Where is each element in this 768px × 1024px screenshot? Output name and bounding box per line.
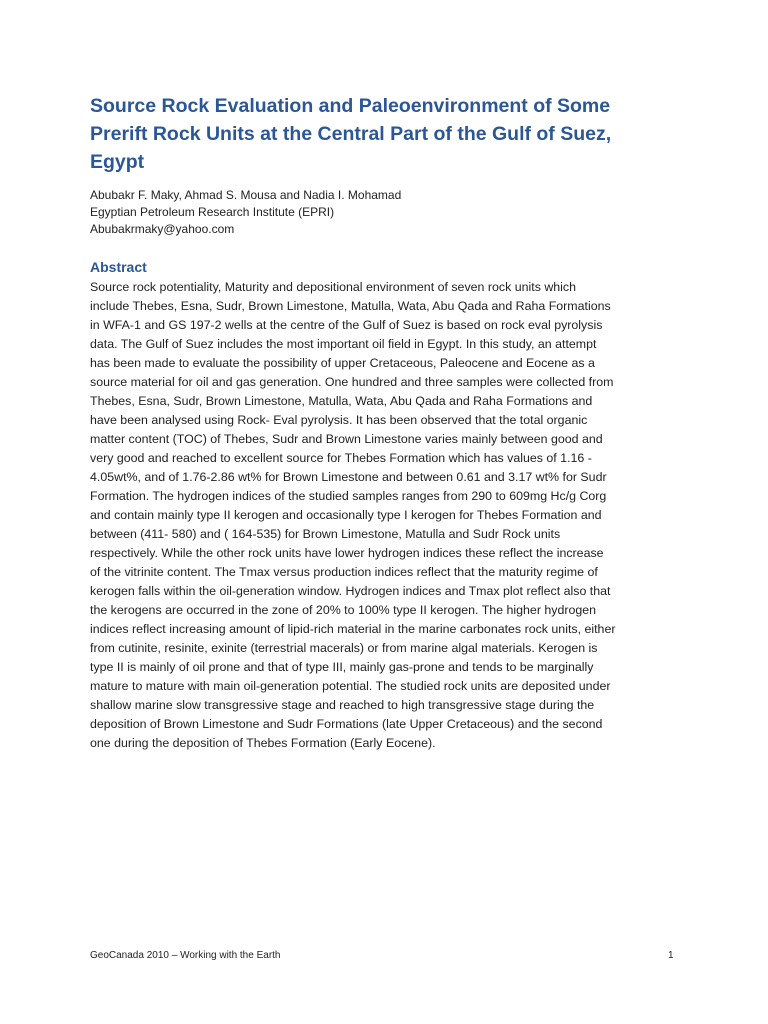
author-block	[90, 187, 401, 238]
abstract-line: has been made to evaluate the possibility of upper Cretaceous, Paleocene and Eocene as a	[90, 356, 595, 370]
title-line: Egypt	[90, 151, 145, 173]
title-line: Prerift Rock Units at the Central Part of the Gulf of Suez,	[90, 123, 612, 145]
author-affiliation: Egyptian Petroleum Research Institute (EPRI)	[90, 205, 335, 219]
abstract-line: deposition of Brown Limestone and Sudr Formations (late Upper Cretaceous) and the second	[90, 717, 603, 731]
abstract-line: and contain mainly type II kerogen and occasionally type I kerogen for Thebes Formation and	[90, 508, 602, 522]
page-number: 1	[668, 950, 674, 961]
abstract-line: type II is mainly of oil prone and that of type III, mainly gas-prone and tends to be marginally	[90, 660, 594, 674]
abstract-line: the kerogens are occurred in the zone of 20% to 100% type II kerogen. The higher hydrogen	[90, 603, 597, 617]
abstract-line: data. The Gulf of Suez includes the most important oil field in Egypt. In this study, an attempt	[90, 337, 597, 351]
abstract-line: between (411- 580) and ( 164-535) for Brown Limestone, Matulla and Sudr Rock units	[90, 527, 561, 541]
title-line: Source Rock Evaluation and Paleoenvironment of Some	[90, 95, 611, 117]
author-names: Abubakr F. Maky, Ahmad S. Mousa and Nadia I. Mohamad	[90, 188, 402, 202]
abstract-line: kerogen falls within the oil-generation window. Hydrogen indices and Tmax plot reflect also that	[90, 584, 611, 598]
abstract-line: in WFA-1 and GS 197-2 wells at the centre of the Gulf of Suez is based on rock eval pyrolysis	[90, 318, 603, 332]
paper-title	[90, 92, 690, 176]
abstract-line: from cutinite, resinite, exinite (terrestrial macerals) or from marine algal materials. Kerogen is	[90, 641, 598, 655]
abstract-line: source material for oil and gas generation. One hundred and three samples were collected from	[90, 375, 614, 389]
abstract-line: respectively. While the other rock units have lower hydrogen indices these reflect the increase	[90, 546, 604, 560]
abstract-line: 4.05wt%, and of 1.76-2.86 wt% for Brown Limestone and between 0.61 and 3.17 wt% for Sudr	[90, 470, 607, 484]
abstract-heading: Abstract	[90, 259, 147, 275]
abstract-line: of the vitrinite content. The Tmax versus production indices reflect that the maturity regime of	[90, 565, 598, 579]
abstract-line: one during the deposition of Thebes Formation (Early Eocene).	[90, 736, 436, 750]
abstract-line: Formation. The hydrogen indices of the studied samples ranges from 290 to 609mg Hc/g Corg	[90, 489, 607, 503]
abstract-line: include Thebes, Esna, Sudr, Brown Limestone, Matulla, Wata, Abu Qada and Raha Formations	[90, 299, 611, 313]
abstract-body	[90, 278, 690, 753]
abstract-line: have been analysed using Rock- Eval pyrolysis. It has been observed that the total organic	[90, 413, 588, 427]
page-footer-text: GeoCanada 2010 – Working with the Earth	[90, 950, 281, 961]
abstract-line: Thebes, Esna, Sudr, Brown Limestone, Matulla, Wata, Abu Qada and Raha Formations and	[90, 394, 593, 408]
abstract-line: matter content (TOC) of Thebes, Sudr and Brown Limestone varies mainly between good and	[90, 432, 603, 446]
abstract-line: indices reflect increasing amount of lipid-rich material in the marine carbonates rock units, either	[90, 622, 616, 636]
abstract-line: mature to mature with main oil-generation potential. The studied rock units are deposited under	[90, 679, 611, 693]
author-email: Abubakrmaky@yahoo.com	[90, 222, 235, 236]
abstract-line: shallow marine slow transgressive stage and reached to high transgressive stage during the	[90, 698, 595, 712]
abstract-line: very good and reached to excellent source for Thebes Formation which has values of 1.16 -	[90, 451, 592, 465]
abstract-line: Source rock potentiality, Maturity and depositional environment of seven rock units which	[90, 280, 577, 294]
